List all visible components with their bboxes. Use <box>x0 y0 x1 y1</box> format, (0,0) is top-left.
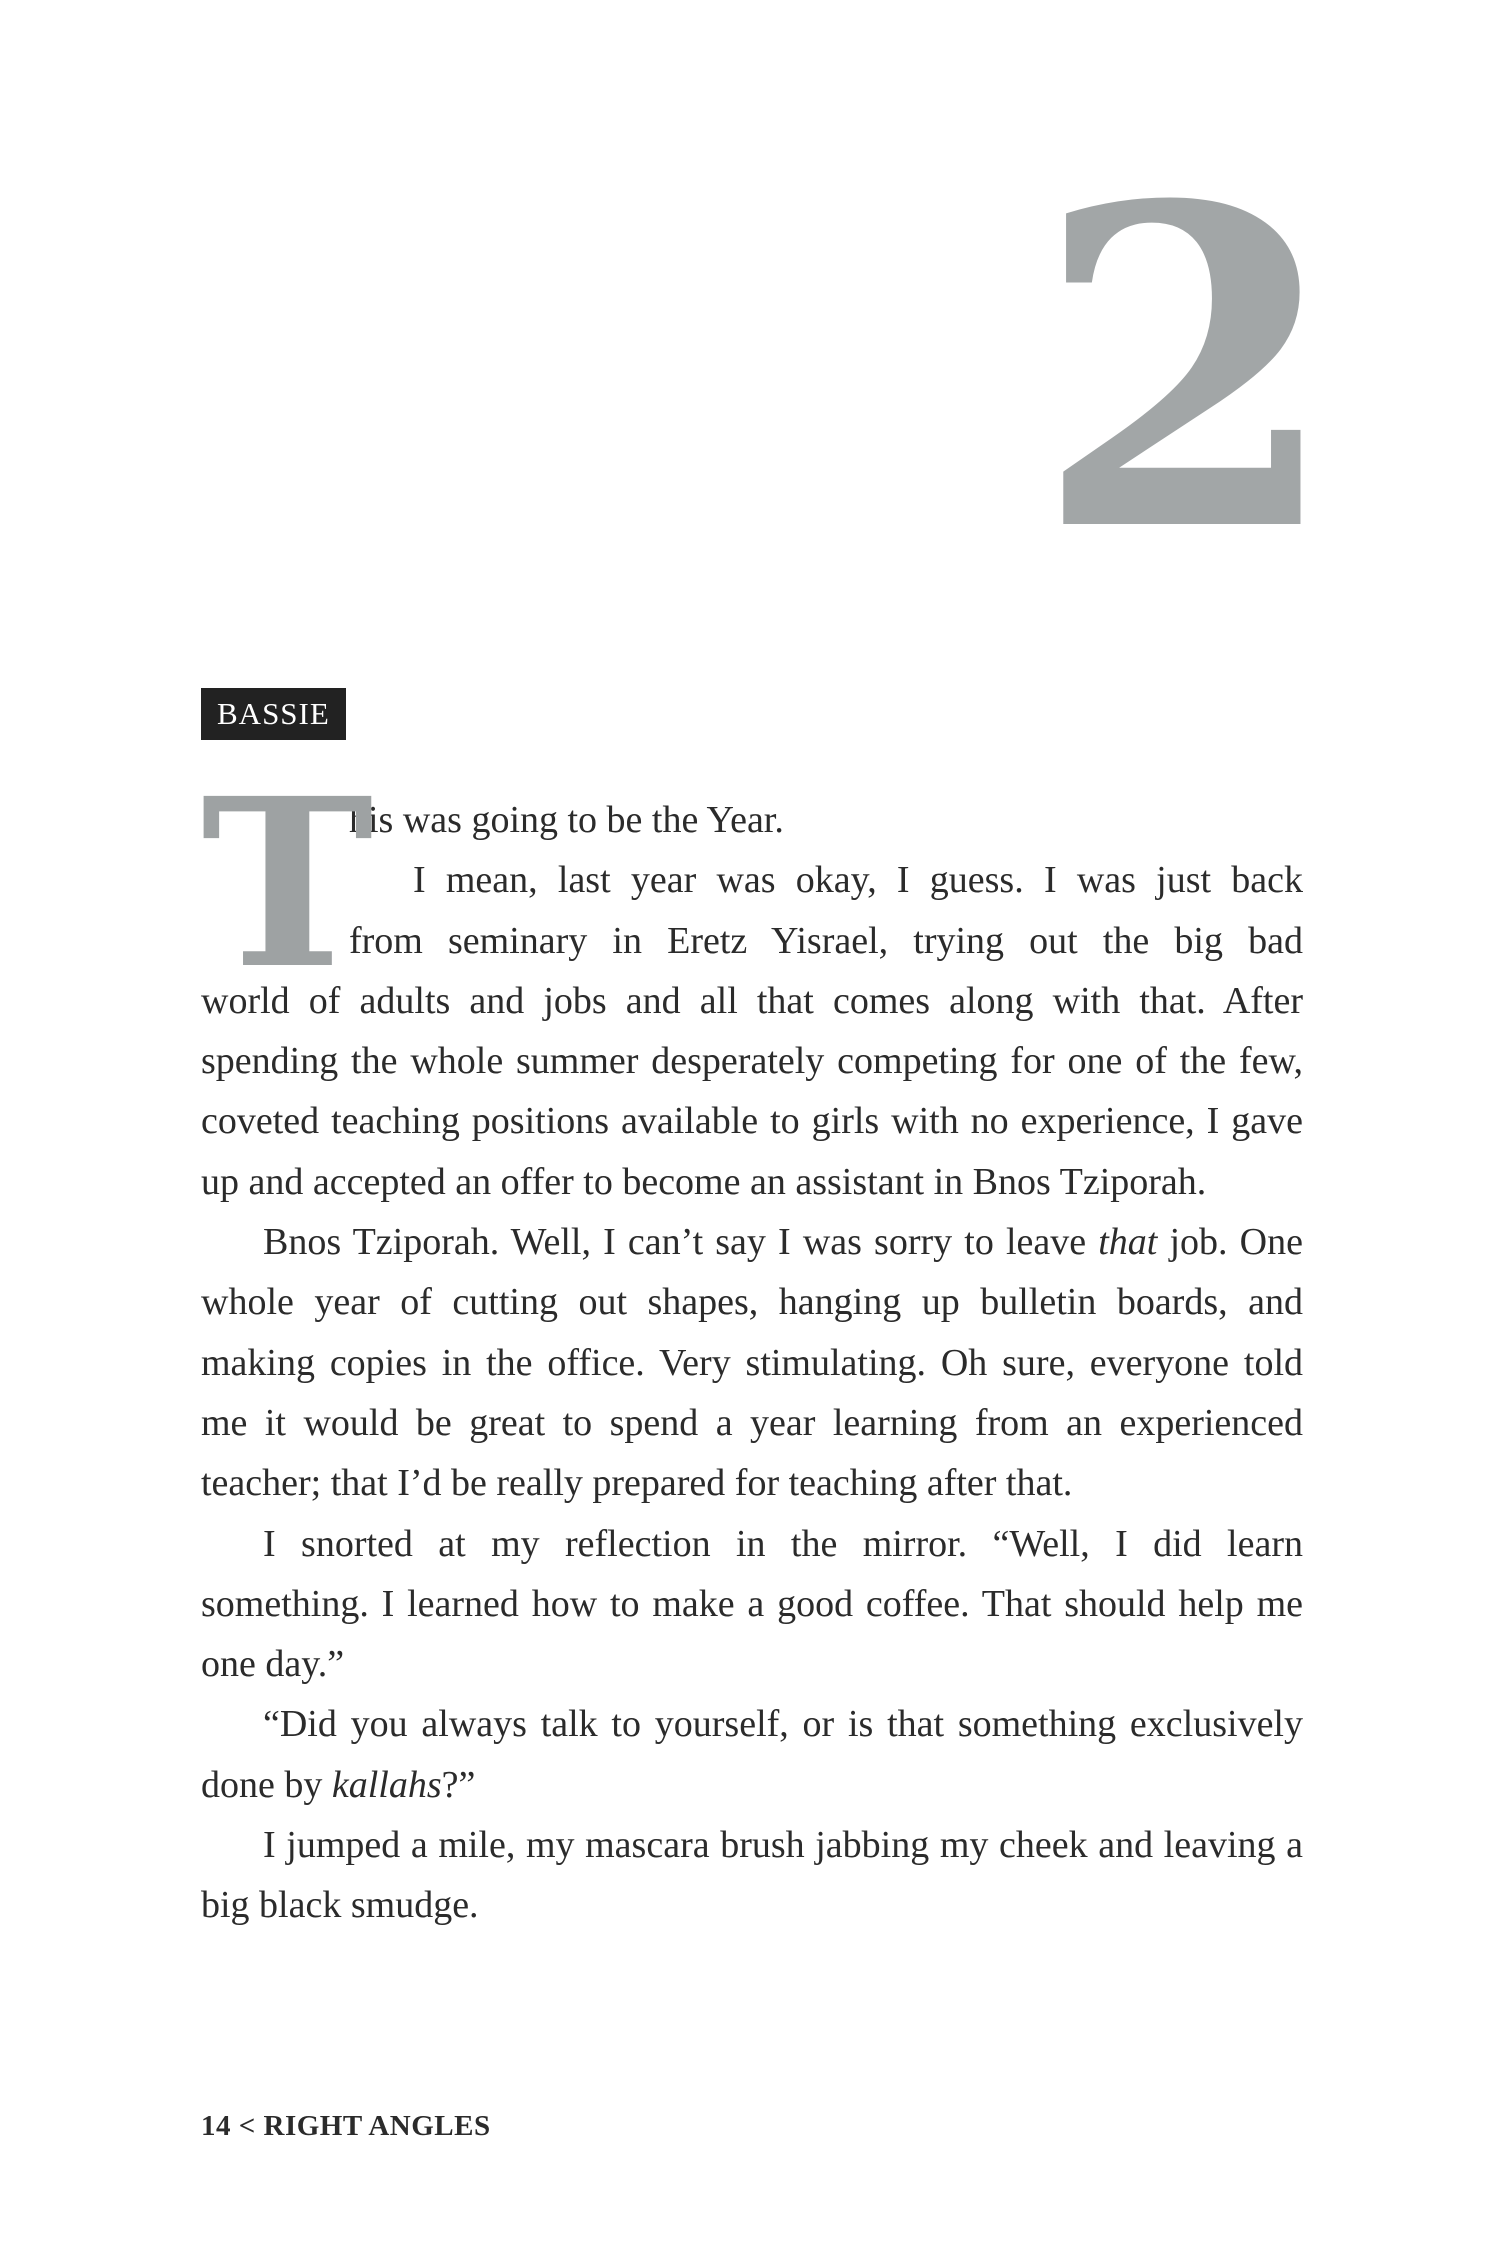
opening-line-1: his was going to be the Year. <box>349 799 784 841</box>
paragraph-1-continued: world of adults and jobs and all that comes along with that. After spending the whole summer desperately competing for one of the few, coveted teaching positions available to girls with no experience, I gave up and accepted an offer to become an assistant in Bnos Tziporah. <box>201 979 1303 1203</box>
page-footer: 14 < RIGHT ANGLES <box>201 2110 491 2142</box>
opening-line-2: I mean, last year was okay, I guess. I was just back <box>413 859 1303 902</box>
paragraph-2-emphasis: that <box>1098 1221 1158 1264</box>
paragraph-2 <box>201 1212 1303 1513</box>
paragraph-4-text-b: ?” <box>441 1763 476 1806</box>
paragraph-3: I snorted at my reflection in the mirror. “Well, I did learn something. I learned how to make a good coffee. That should help me one day.” <box>201 1522 1303 1686</box>
paragraph-5: I jumped a mile, my mascara brush jabbing my cheek and leaving a big black smudge. <box>201 1824 1303 1927</box>
chapter-number: 2 <box>1033 111 1330 628</box>
paragraph-4-emphasis: kallahs <box>331 1763 442 1806</box>
paragraph-2-text-b: job. One whole year of cutting out shapes, hanging up bulletin boards, and making copies in the office. Very stimulating. Oh sure, everyone told me it would be great to spend a year learning from an experienced teacher; that I’d be really prepared for teaching after that. <box>201 1221 1303 1505</box>
chapter-body <box>201 747 1303 1936</box>
paragraph-4-text-a: “Did you always talk to yourself, or is that something exclusively done by <box>201 1703 1303 1806</box>
opening-paragraph-drop-cap <box>201 747 1303 1020</box>
paragraph-2-text-a: Bnos Tziporah. Well, I can’t say I was sorry to leave <box>263 1221 1099 1264</box>
drop-cap-letter: T <box>201 747 374 1020</box>
paragraph-4 <box>201 1694 1303 1815</box>
opening-line-3: from seminary in Eretz Yisrael, trying out the big bad <box>349 919 1303 962</box>
character-label: BASSIE <box>201 688 346 740</box>
